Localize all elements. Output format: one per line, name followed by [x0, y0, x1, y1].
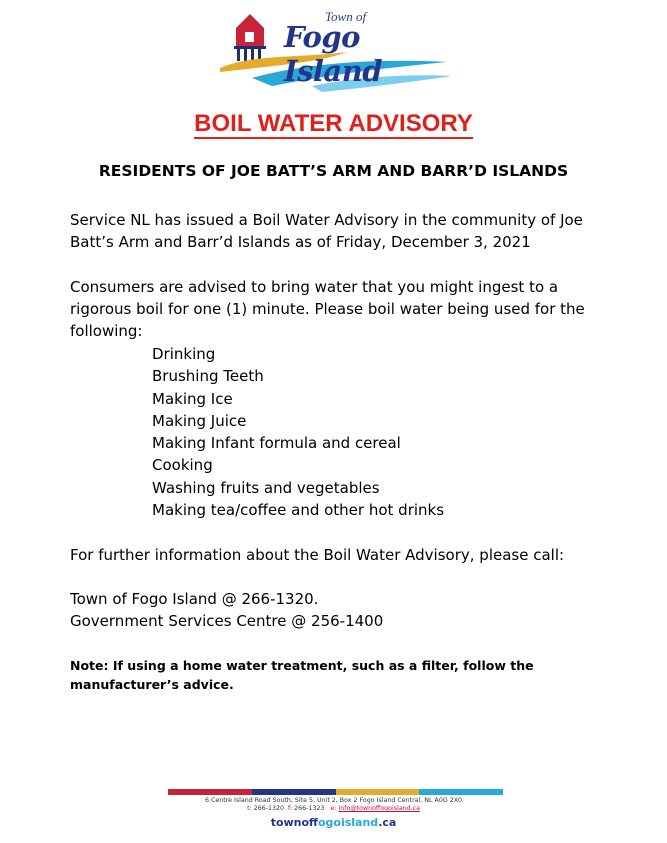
subtitle: RESIDENTS OF JOE BATT’S ARM AND BARR’D ISLANDS — [98, 162, 569, 180]
advisory-paragraph: Service NL has issued a Boil Water Advisory in the community of Joe Batt’s Arm and Barr’d Islands as of Friday, December 3, 2021 — [70, 211, 583, 251]
title-text: BOIL WATER ADVISORY — [194, 110, 473, 137]
logo-name: Fogo Island — [284, 20, 383, 88]
instructions-paragraph: Consumers are advised to bring water that you might ingest to a rigorous boil for one (1) minute. Please boil water being used for the following: — [70, 278, 585, 340]
footer-color-bar — [168, 789, 503, 795]
contacts — [70, 588, 383, 632]
uses-list — [152, 343, 444, 521]
footer-bar-segment — [336, 789, 420, 795]
list-item: Making Ice — [152, 389, 233, 408]
fax-label: f: — [288, 805, 293, 812]
list-item: Making tea/coffee and other hot drinks — [152, 501, 445, 520]
list-item: Brushing Teeth — [152, 367, 264, 386]
town-logo — [212, 6, 462, 96]
email-link[interactable]: info@townoffogoisland.ca — [338, 805, 420, 812]
fax-number: 266-1323 — [294, 805, 325, 812]
website-main: townof — [270, 816, 318, 829]
footer-bar-segment — [419, 789, 503, 795]
list-item: Making Juice — [152, 411, 247, 430]
logo-town-of: Town of — [325, 9, 367, 24]
website-tld: .ca — [378, 816, 397, 829]
footer-bar-segment — [168, 789, 252, 795]
list-item: Making Infant formula and cereal — [152, 434, 401, 453]
email-label: e: — [330, 805, 337, 812]
note: Note: If using a home water treatment, such as a filter, follow the manufacturer’s advice. — [70, 658, 534, 692]
list-item: Drinking — [152, 345, 216, 363]
info-paragraph: For further information about the Boil Water Advisory, please call: — [70, 546, 565, 564]
footer-website[interactable] — [0, 816, 667, 829]
page-title — [0, 110, 667, 138]
contact-government: Government Services Centre @ 256-1400 — [70, 612, 384, 630]
list-item: Washing fruits and vegetables — [152, 478, 380, 497]
footer-address: 6 Centre Island Road South, Site 5, Unit 2, Box 2 Fogo Island Central, NL A0G 2X0 — [204, 797, 463, 804]
website-accent: fogoisland — [317, 816, 379, 829]
phone-number: 266-1320 — [253, 805, 284, 812]
phone-label: t: — [247, 805, 252, 812]
contact-town: Town of Fogo Island @ 266-1320. — [70, 590, 319, 608]
footer-contact-line — [0, 805, 667, 813]
list-item: Cooking — [152, 456, 213, 475]
footer-bar-segment — [252, 789, 336, 795]
